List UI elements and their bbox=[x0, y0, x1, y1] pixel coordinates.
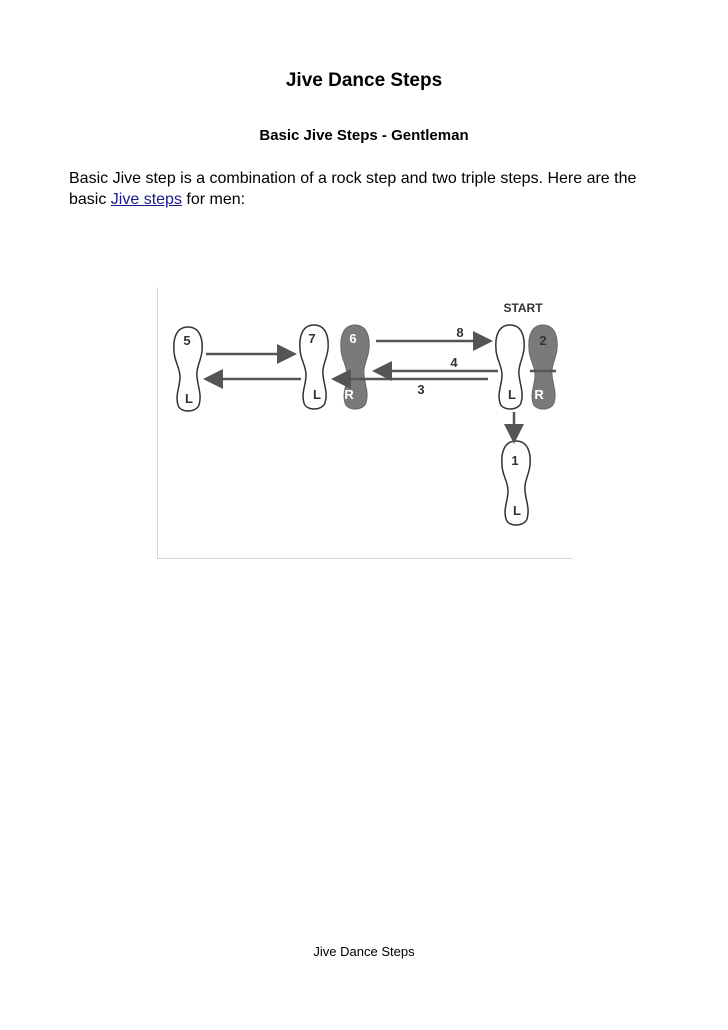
footprint-6-right bbox=[341, 325, 369, 409]
page-title: Jive Dance Steps bbox=[285, 70, 443, 91]
section-subtitle: Basic Jive Steps - Gentleman bbox=[259, 127, 469, 144]
footprint-1-left bbox=[502, 441, 530, 525]
arrow-label-4: 4 bbox=[450, 355, 458, 370]
footprint-6-side: R bbox=[344, 387, 354, 402]
footprint-6-number: 6 bbox=[349, 331, 357, 346]
arrow-label-8: 8 bbox=[456, 325, 464, 340]
footprint-7-side: L bbox=[313, 387, 321, 402]
footprint-start-side: L bbox=[508, 387, 516, 402]
footprint-2-right bbox=[529, 325, 557, 409]
footprint-1-side: L bbox=[513, 503, 521, 518]
intro-paragraph bbox=[69, 168, 669, 210]
footprint-2-number: 2 bbox=[539, 333, 547, 348]
footprint-1-number: 1 bbox=[511, 453, 519, 468]
intro-text-before: Basic Jive step is a combination of a rock step and two triple steps. Here are the basic bbox=[69, 170, 637, 208]
footprint-5-number: 5 bbox=[183, 333, 191, 348]
start-label: START bbox=[503, 301, 543, 315]
jive-steps-diagram bbox=[157, 287, 572, 559]
arrow-label-3: 3 bbox=[417, 382, 425, 397]
footprint-5-left bbox=[174, 327, 202, 411]
footprint-2-side: R bbox=[534, 387, 544, 402]
intro-text-after: for men: bbox=[181, 191, 246, 208]
footprint-7-left bbox=[300, 325, 328, 409]
footprint-start-left bbox=[496, 325, 524, 409]
footprint-5-side: L bbox=[185, 391, 193, 406]
page-footer: Jive Dance Steps bbox=[313, 944, 415, 959]
footprint-7-number: 7 bbox=[308, 331, 316, 346]
jive-steps-link[interactable]: Jive steps bbox=[110, 191, 182, 208]
